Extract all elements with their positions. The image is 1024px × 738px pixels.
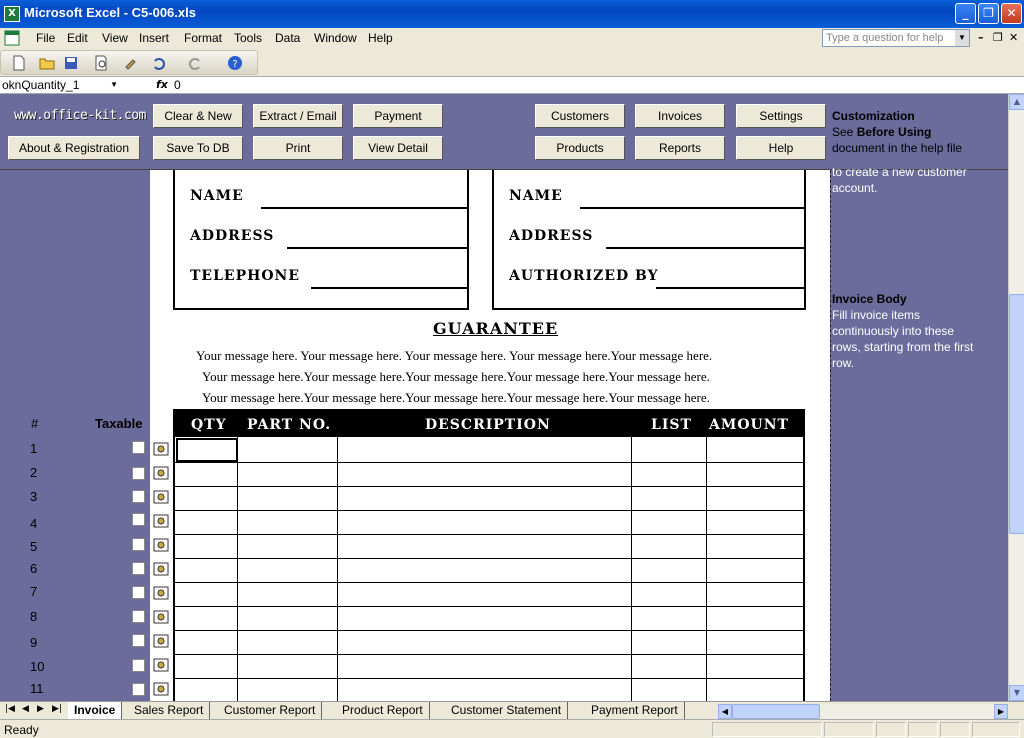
product-lookup-icon[interactable]	[153, 490, 169, 504]
row-number: 9	[30, 635, 38, 650]
description-column-header: DESCRIPTION	[425, 417, 551, 433]
customization-line3: document in the help file	[832, 141, 963, 155]
vertical-scroll-thumb[interactable]	[1009, 294, 1024, 534]
active-cell-qty[interactable]	[176, 438, 238, 462]
first-sheet-icon[interactable]: |◀	[5, 704, 15, 714]
guarantee-message: Your message here.Your message here.Your message here.Your message here.Your message here.	[202, 369, 710, 384]
menu-insert[interactable]: Insert	[139, 31, 170, 45]
invoice-body-line: continuously into these	[832, 324, 955, 338]
row-divider	[175, 510, 803, 511]
invoice-items-table	[173, 409, 805, 701]
name-label: NAME	[509, 188, 563, 204]
column-divider	[706, 437, 707, 701]
redo-icon[interactable]	[187, 55, 203, 71]
telephone-field[interactable]	[311, 287, 467, 289]
formula-input[interactable]: 0	[174, 78, 181, 92]
row-divider	[175, 558, 803, 559]
row-divider	[175, 534, 803, 535]
svg-text:?: ?	[232, 59, 238, 70]
telephone-label: TELEPHONE	[190, 268, 301, 284]
customization-note	[832, 108, 962, 156]
help-note-partial	[832, 164, 992, 196]
authorized-by-label: AUTHORIZED BY	[509, 268, 659, 284]
taxable-checkbox[interactable]	[132, 513, 145, 526]
product-lookup-icon[interactable]	[153, 658, 169, 672]
row-number: 6	[30, 561, 38, 576]
name-box-value: oknQuantity_1	[2, 78, 80, 92]
help-search-input[interactable]	[822, 29, 970, 47]
status-cell	[712, 722, 822, 737]
vertical-scrollbar[interactable]	[1008, 94, 1024, 701]
prev-sheet-icon[interactable]: ◀	[22, 704, 29, 714]
row-number-header: #	[31, 416, 39, 431]
help-note-line: to create a new customer	[832, 165, 967, 179]
product-lookup-icon[interactable]	[153, 586, 169, 600]
status-cell	[908, 722, 938, 737]
product-lookup-icon[interactable]	[153, 466, 169, 480]
status-text: Ready	[4, 723, 39, 737]
workbook-icon[interactable]	[2, 29, 24, 47]
product-lookup-icon[interactable]	[153, 538, 169, 552]
menu-view[interactable]: View	[102, 31, 128, 45]
row-number: 4	[30, 516, 38, 531]
column-divider	[337, 437, 338, 701]
row-number: 11	[30, 681, 44, 696]
about-registration-button[interactable]: About & Registration	[8, 136, 140, 160]
logo: www.office-kit.com	[14, 108, 146, 123]
save-to-db-button[interactable]: Save To DB	[153, 136, 243, 160]
close-button[interactable]: ✕	[1001, 3, 1022, 24]
taxable-checkbox[interactable]	[132, 634, 145, 647]
taxable-checkbox[interactable]	[132, 538, 145, 551]
taxable-header: Taxable	[95, 416, 143, 431]
invoice-body-line: row.	[832, 356, 855, 370]
tab-sales-report[interactable]: Sales Report	[128, 702, 210, 719]
doc-close-button[interactable]: ✕	[1009, 31, 1019, 44]
sheet-tab-bar	[0, 701, 1024, 719]
name-box[interactable]	[2, 78, 120, 93]
scroll-up-icon[interactable]: ▲	[1009, 94, 1024, 110]
chevron-down-icon[interactable]: ▼	[110, 80, 118, 89]
taxable-checkbox[interactable]	[132, 683, 145, 696]
status-cell	[972, 722, 1020, 737]
product-lookup-icon[interactable]	[153, 514, 169, 528]
customers-button[interactable]: Customers	[535, 104, 625, 128]
name-field[interactable]	[580, 207, 804, 209]
scroll-down-icon[interactable]: ▼	[1009, 685, 1024, 701]
row-number: 5	[30, 539, 38, 554]
formula-bar	[0, 76, 1024, 94]
menu-help[interactable]: Help	[368, 31, 393, 45]
name-label: NAME	[190, 188, 244, 204]
status-bar	[0, 719, 1024, 738]
before-using-link: Before Using	[856, 125, 932, 139]
help-panel	[830, 170, 1008, 701]
menu-window[interactable]: Window	[314, 31, 357, 45]
taxable-checkbox[interactable]	[132, 659, 145, 672]
ship-to-box	[492, 170, 806, 310]
last-sheet-icon[interactable]: ▶|	[52, 704, 62, 714]
left-panel	[0, 94, 150, 701]
scroll-right-icon[interactable]: ▶	[994, 704, 1008, 719]
open-folder-icon[interactable]	[39, 55, 55, 71]
customization-see: See	[832, 125, 857, 139]
excel-app-icon[interactable]: X	[4, 6, 20, 22]
taxable-checkbox[interactable]	[132, 562, 145, 575]
view-detail-button[interactable]: View Detail	[353, 136, 443, 160]
doc-minimize-button[interactable]: –	[978, 31, 984, 44]
amount-column-header: AMOUNT	[709, 417, 789, 433]
scroll-left-icon[interactable]: ◀	[718, 704, 732, 719]
column-divider	[631, 437, 632, 701]
row-divider	[175, 462, 803, 463]
row-number: 8	[30, 609, 38, 624]
standard-toolbar	[0, 50, 258, 75]
row-divider	[175, 630, 803, 631]
row-divider	[175, 486, 803, 487]
product-lookup-icon[interactable]	[153, 634, 169, 648]
product-lookup-icon[interactable]	[153, 562, 169, 576]
status-cell	[940, 722, 970, 737]
product-lookup-icon[interactable]	[153, 682, 169, 696]
clear-new-button[interactable]: Clear & New	[153, 104, 243, 128]
customization-heading: Customization	[832, 109, 915, 123]
window-title: Microsoft Excel - C5-006.xls	[24, 5, 196, 20]
address-label: ADDRESS	[509, 228, 594, 244]
column-divider	[237, 437, 238, 701]
new-document-icon[interactable]	[11, 55, 27, 71]
row-number: 1	[30, 441, 38, 456]
row-number: 3	[30, 489, 38, 504]
tab-invoice[interactable]: Invoice	[68, 702, 122, 719]
address-field[interactable]	[287, 247, 467, 249]
menu-format[interactable]: Format	[184, 31, 223, 45]
minimize-button[interactable]: _	[955, 3, 976, 24]
doc-restore-button[interactable]: ❐	[993, 31, 1003, 44]
qty-column-header: QTY	[191, 417, 227, 433]
tab-product-report[interactable]: Product Report	[336, 702, 430, 719]
format-painter-icon[interactable]	[123, 55, 139, 71]
status-cell	[824, 722, 874, 737]
taxable-checkbox[interactable]	[132, 467, 145, 480]
menu-file[interactable]: File	[36, 31, 56, 45]
invoice-body-heading: Invoice Body	[832, 292, 907, 306]
guarantee-title: GUARANTEE	[433, 319, 559, 338]
title-bar	[0, 0, 1024, 28]
taxable-checkbox[interactable]	[132, 586, 145, 599]
tab-payment-report[interactable]: Payment Report	[585, 702, 685, 719]
status-cell	[876, 722, 906, 737]
save-icon[interactable]	[63, 55, 79, 71]
row-divider	[175, 654, 803, 655]
tab-customer-statement[interactable]: Customer Statement	[445, 702, 568, 719]
insert-function-icon[interactable]: fx	[156, 78, 168, 91]
help-button[interactable]: Help	[736, 136, 826, 160]
next-sheet-icon[interactable]: ▶	[37, 704, 44, 714]
taxable-checkbox[interactable]	[132, 610, 145, 623]
horizontal-scroll-thumb[interactable]	[732, 704, 820, 719]
tab-customer-report[interactable]: Customer Report	[218, 702, 322, 719]
table-header	[175, 411, 803, 437]
row-number: 2	[30, 465, 38, 480]
address-label: ADDRESS	[190, 228, 275, 244]
guarantee-message: Your message here.Your message here.Your message here.Your message here.Your message here.	[202, 390, 710, 405]
products-button[interactable]: Products	[535, 136, 625, 160]
print-button[interactable]: Print	[253, 136, 343, 160]
invoice-body-line: rows, starting from the first	[832, 340, 974, 354]
row-number: 10	[30, 659, 45, 674]
list-column-header: LIST	[651, 417, 692, 433]
authorized-by-field[interactable]	[656, 287, 804, 289]
part-no-column-header: PART NO.	[247, 417, 332, 433]
invoice-body-note	[832, 291, 992, 371]
undo-icon[interactable]	[151, 55, 167, 71]
row-number: 7	[30, 584, 38, 599]
horizontal-scrollbar[interactable]	[718, 704, 1008, 719]
product-lookup-icon[interactable]	[153, 610, 169, 624]
row-divider	[175, 582, 803, 583]
help-search-placeholder: Type a question for help	[826, 32, 944, 44]
bill-to-box	[173, 170, 469, 310]
menu-tools[interactable]: Tools	[234, 31, 263, 45]
name-field[interactable]	[261, 207, 467, 209]
menu-data[interactable]: Data	[275, 31, 301, 45]
product-lookup-icon[interactable]	[153, 442, 169, 456]
help-icon[interactable]	[227, 55, 243, 71]
row-divider	[175, 678, 803, 679]
guarantee-message: Your message here. Your message here. Your message here. Your message here.Your message here.	[196, 348, 713, 363]
settings-button[interactable]: Settings	[736, 104, 826, 128]
invoices-button[interactable]: Invoices	[635, 104, 725, 128]
menu-edit[interactable]: Edit	[67, 31, 88, 45]
invoice-body-line: Fill invoice items	[832, 308, 921, 322]
taxable-checkbox[interactable]	[132, 441, 145, 454]
restore-button[interactable]: ❐	[978, 3, 999, 24]
taxable-checkbox[interactable]	[132, 490, 145, 503]
print-preview-icon[interactable]	[93, 55, 109, 71]
extract-email-button[interactable]: Extract / Email	[253, 104, 343, 128]
chevron-down-icon[interactable]: ▼	[955, 30, 969, 46]
payment-button[interactable]: Payment	[353, 104, 443, 128]
help-note-line: account.	[832, 181, 878, 195]
reports-button[interactable]: Reports	[635, 136, 725, 160]
worksheet[interactable]	[0, 94, 1008, 701]
row-divider	[175, 606, 803, 607]
address-field[interactable]	[606, 247, 804, 249]
